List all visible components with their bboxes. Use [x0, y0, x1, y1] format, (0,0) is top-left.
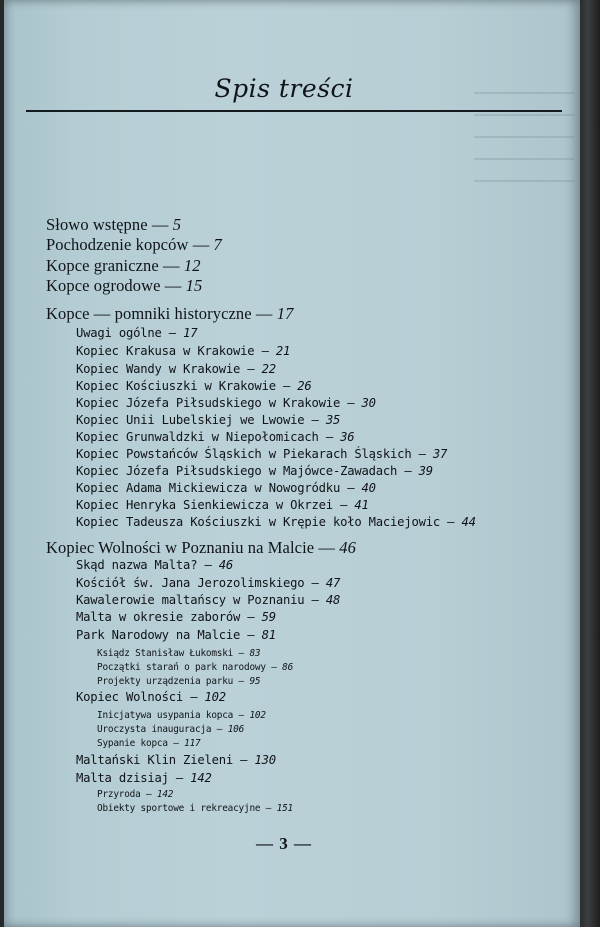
toc-subentry: Obiekty sportowe i rekreacyjne — 151 — [97, 803, 294, 814]
toc-entry-title: Pochodzenie kopców — [46, 235, 189, 254]
toc-page-number: 44 — [461, 515, 476, 529]
title-rule — [26, 110, 562, 112]
toc-entry: Kopiec Wandy w Krakowie — 22 — [76, 362, 276, 376]
toc-page-number: 46 — [218, 558, 234, 572]
page-title: Spis treści — [214, 74, 354, 103]
toc-entry-title: Sypanie kopca — [97, 738, 168, 749]
toc-entry: Malta w okresie zaborów — 59 — [76, 610, 276, 624]
toc-entry: Kościół św. Jana Jerozolimskiego — 47 — [76, 576, 341, 590]
toc-entry: Kopce ogrodowe — 15 — [46, 276, 203, 295]
book-page — [4, 0, 580, 927]
toc-page-number: 86 — [282, 662, 294, 673]
page-number: — 3 — — [256, 834, 312, 853]
toc-entry-title: Malta dzisiaj — [76, 771, 169, 785]
toc-entry-title: Kopce graniczne — [46, 256, 159, 275]
toc-entry: Kopiec Józefa Piłsudskiego w Majówce-Zawadach — 39 — [76, 464, 433, 478]
toc-page-number: 12 — [183, 256, 201, 275]
toc-page-number: 37 — [432, 447, 448, 461]
toc-entry-title: Obiekty sportowe i rekreacyjne — [97, 803, 261, 814]
toc-entry-title: Kopce ogrodowe — [46, 276, 161, 295]
toc-entry-title: Kopiec Józefa Piłsudskiego w Krakowie — [76, 396, 341, 410]
toc-entry: Malta dzisiaj — 142 — [76, 771, 212, 785]
toc-page-number: 102 — [249, 710, 266, 721]
toc-entry-title: Projekty urządzenia parku — [97, 676, 234, 687]
toc-entry-title: Kopiec Wolności — [76, 690, 184, 704]
toc-entry-title: Inicjatywa usypania kopca — [97, 710, 234, 721]
toc-page-number: 7 — [213, 235, 222, 254]
toc-entry-title: Ksiądz Stanisław Łukomski — [97, 648, 234, 659]
toc-subentry: Przyroda — 142 — [97, 789, 174, 800]
toc-page-number: 39 — [418, 464, 433, 478]
toc-entry: Kopiec Unii Lubelskiej we Lwowie — 35 — [76, 413, 341, 427]
toc-entry-title: Skąd nazwa Malta? — [76, 558, 198, 572]
toc-page-number: 47 — [325, 576, 341, 590]
toc-page-number: 26 — [297, 379, 312, 393]
toc-entry-title: Kościół św. Jana Jerozolimskiego — [76, 576, 305, 590]
toc-page-number: 22 — [261, 362, 276, 376]
toc-entry: Kopiec Henryka Sienkiewicza w Okrzei — 41 — [76, 498, 369, 512]
toc-subentry: Sypanie kopca — 117 — [97, 738, 201, 749]
toc-page-number: 130 — [254, 753, 276, 767]
toc-page-number: 46 — [339, 538, 356, 557]
toc-section-heading: Kopiec Wolności w Poznaniu na Malcie — 46 — [46, 538, 356, 557]
toc-page-number: 59 — [261, 610, 276, 624]
toc-subentry: Projekty urządzenia parku — 95 — [97, 676, 261, 687]
toc-entry-title: Kopiec Unii Lubelskiej we Lwowie — [76, 413, 305, 427]
toc-page-number: 17 — [183, 326, 198, 340]
toc-page-number: 48 — [325, 593, 341, 607]
toc-page-number: 81 — [261, 628, 276, 642]
toc-entry-title: Początki starań o park narodowy — [97, 662, 266, 673]
toc-entry: Kopiec Krakusa w Krakowie — 21 — [76, 344, 291, 358]
toc-entry: Kopiec Kościuszki w Krakowie — 26 — [76, 379, 312, 393]
toc-entry: Pochodzenie kopców — 7 — [46, 235, 222, 254]
toc-entry-title: Kopiec Kościuszki w Krakowie — [76, 379, 276, 393]
toc-entry: Słowo wstępne — 5 — [46, 215, 182, 234]
toc-entry-title: Malta w okresie zaborów — [76, 610, 241, 624]
toc-entry-title: Uroczysta inauguracja — [97, 724, 212, 735]
toc-entry-title: Kopiec Grunwaldzki w Niepołomicach — [76, 430, 319, 444]
toc-subentry: Uroczysta inauguracja — 106 — [97, 724, 245, 735]
toc-entry-title: Kopiec Powstańców Śląskich w Piekarach Śląskich — [76, 447, 412, 461]
toc-page-number: 142 — [156, 789, 174, 800]
toc-page-number: 83 — [249, 648, 261, 659]
toc-entry-title: Kopiec Wandy w Krakowie — [76, 362, 241, 376]
toc-entry-title: Przyroda — [97, 789, 141, 800]
toc-page-number: 102 — [204, 690, 226, 704]
toc-entry-title: Kopiec Henryka Sienkiewicza w Okrzei — [76, 498, 333, 512]
toc-entry: Park Narodowy na Malcie — 81 — [76, 628, 276, 642]
toc-page-number: 142 — [190, 771, 212, 785]
toc-entry: Kopiec Tadeusza Kościuszki w Krępie koło Maciejowic — 44 — [76, 515, 476, 529]
toc-entry: Kopiec Powstańców Śląskich w Piekarach Śląskich — 37 — [76, 447, 448, 461]
toc-page-number: 35 — [325, 413, 341, 427]
toc-page-number: 15 — [185, 276, 203, 295]
toc-page-number: 41 — [354, 498, 369, 512]
toc-entry-title: Kopiec Tadeusza Kościuszki w Krępie koło Maciejowic — [76, 515, 441, 529]
toc-entry-title: Kopce — pomniki historyczne — [46, 304, 252, 323]
toc-page-number: 117 — [184, 738, 201, 749]
toc-entry: Skąd nazwa Malta? — 46 — [76, 558, 234, 572]
toc-entry-title: Kopiec Józefa Piłsudskiego w Majówce-Zawadach — [76, 464, 398, 478]
toc-subentry: Inicjatywa usypania kopca — 102 — [97, 710, 266, 721]
toc-page-number: 40 — [361, 481, 376, 495]
toc-entry-title: Kopiec Wolności w Poznaniu na Malcie — [46, 538, 315, 557]
book-edge-shadow — [580, 0, 600, 927]
toc-page-number: 106 — [227, 724, 245, 735]
toc-entry-title: Kopiec Krakusa w Krakowie — [76, 344, 255, 358]
toc-entry: Kopiec Józefa Piłsudskiego w Krakowie — 30 — [76, 396, 376, 410]
toc-entry-title: Kopiec Adama Mickiewicza w Nowogródku — [76, 481, 341, 495]
toc-subentry: Ksiądz Stanisław Łukomski — 83 — [97, 648, 261, 659]
toc-entry: Kawalerowie maltańscy w Poznaniu — 48 — [76, 593, 341, 607]
toc-entry-title: Park Narodowy na Malcie — [76, 628, 241, 642]
toc-entry-title: Uwagi ogólne — [76, 326, 162, 340]
toc-entry-title: Maltański Klin Zieleni — [76, 753, 234, 767]
toc-entry-title: Kawalerowie maltańscy w Poznaniu — [76, 593, 305, 607]
toc-page-number: 30 — [361, 396, 376, 410]
toc-entry-title: Słowo wstępne — [46, 215, 148, 234]
toc-page-number: 151 — [276, 803, 294, 814]
toc-page-number: 17 — [276, 304, 294, 323]
toc-page-number: 21 — [275, 344, 291, 358]
toc-subentry: Początki starań o park narodowy — 86 — [97, 662, 294, 673]
toc-entry: Kopce graniczne — 12 — [46, 256, 201, 275]
toc-page-number: 36 — [340, 430, 355, 444]
toc-entry: Kopiec Grunwaldzki w Niepołomicach — 36 — [76, 430, 355, 444]
toc-page-number: 5 — [172, 215, 182, 234]
toc-entry: Maltański Klin Zieleni — 130 — [76, 753, 276, 767]
toc-entry: Kopiec Wolności — 102 — [76, 690, 226, 704]
toc-entry: Kopiec Adama Mickiewicza w Nowogródku — 40 — [76, 481, 376, 495]
toc-section-heading: Kopce — pomniki historyczne — 17 — [46, 304, 294, 323]
toc-entry: Uwagi ogólne — 17 — [76, 326, 198, 340]
toc-page-number: 95 — [249, 676, 261, 687]
